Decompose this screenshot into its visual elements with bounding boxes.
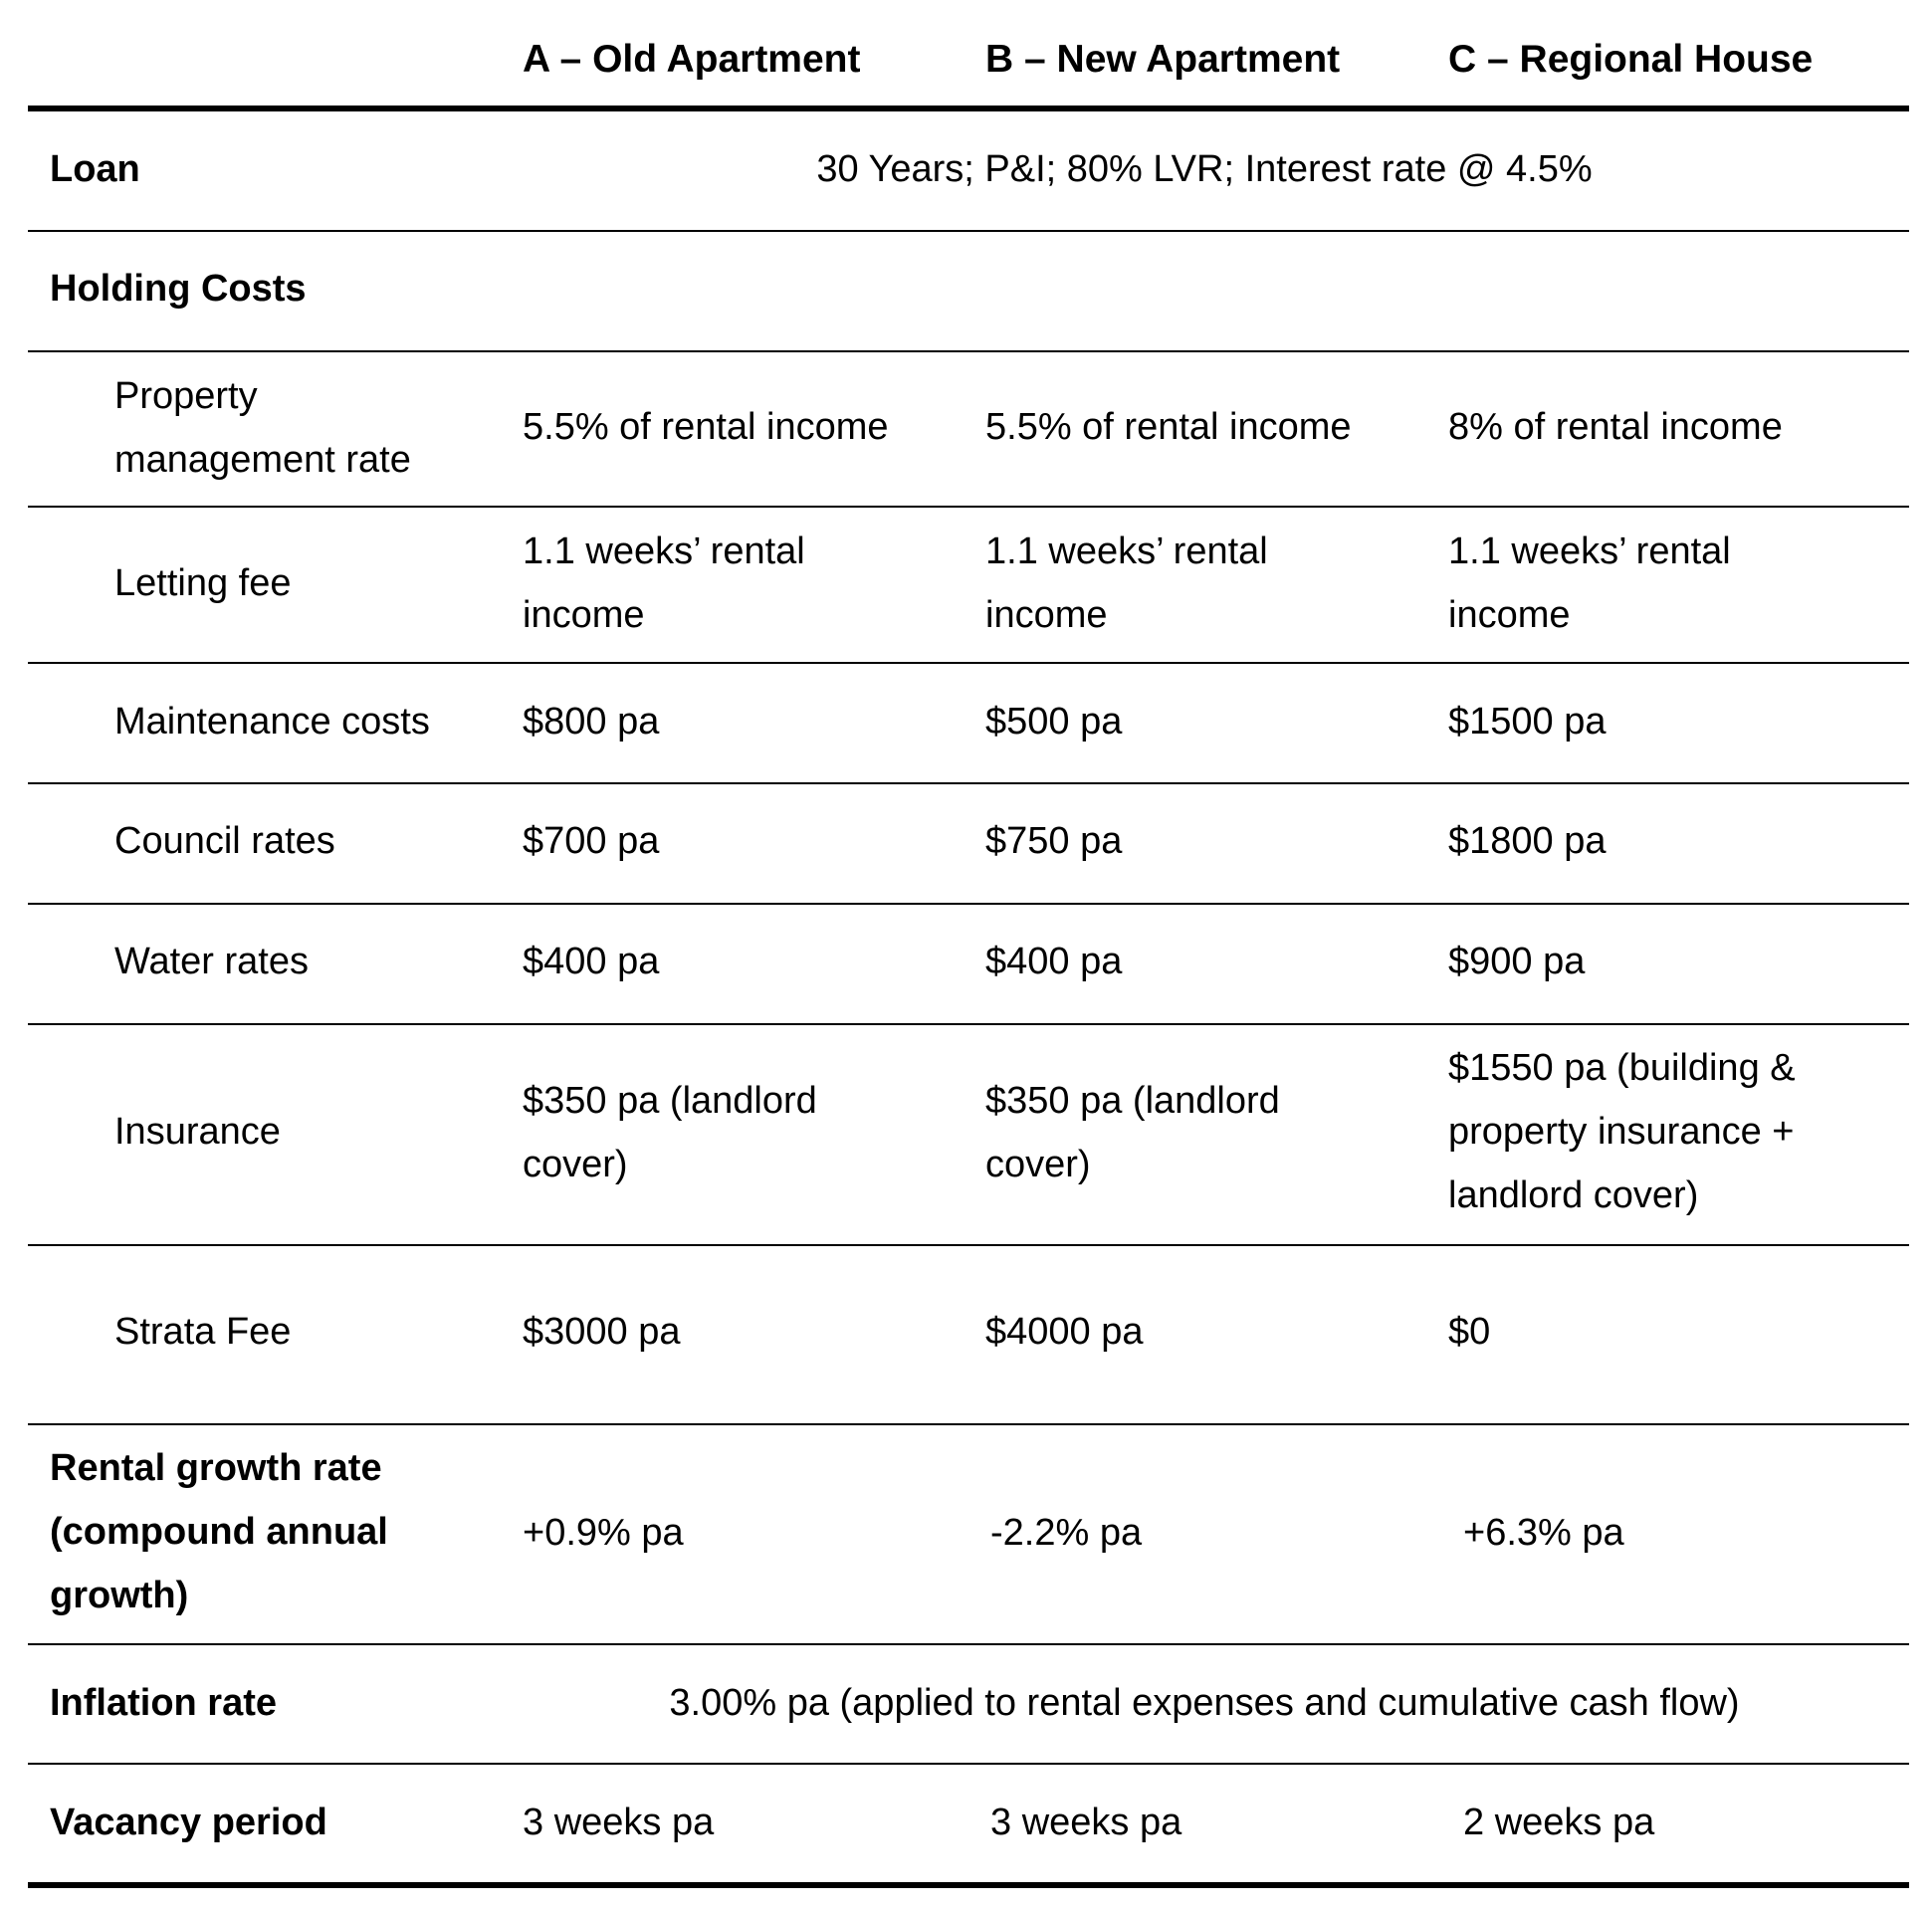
property-management-c: 8% of rental income xyxy=(1448,406,1783,448)
property-management-label: Property management rate xyxy=(114,375,411,481)
column-header-b: B – New Apartment xyxy=(985,38,1341,81)
water-rates-a: $400 pa xyxy=(523,941,660,982)
vacancy-b: 3 weeks pa xyxy=(990,1802,1182,1843)
holding-costs-label: Holding Costs xyxy=(50,268,307,310)
row-divider xyxy=(28,506,1909,508)
vacancy-c: 2 weeks pa xyxy=(1463,1802,1655,1843)
maintenance-b: $500 pa xyxy=(985,701,1123,743)
maintenance-a: $800 pa xyxy=(523,701,660,743)
rental-growth-a: +0.9% pa xyxy=(523,1512,684,1554)
row-divider xyxy=(28,1763,1909,1765)
row-divider xyxy=(28,782,1909,784)
column-header-c: C – Regional House xyxy=(1448,38,1814,81)
water-rates-label: Water rates xyxy=(114,941,309,982)
strata-fee-c: $0 xyxy=(1448,1311,1491,1353)
strata-fee-a: $3000 pa xyxy=(523,1311,681,1353)
rental-growth-c: +6.3% pa xyxy=(1463,1512,1624,1554)
maintenance-label: Maintenance costs xyxy=(114,701,430,743)
property-management-b: 5.5% of rental income xyxy=(985,406,1352,448)
loan-value: 30 Years; P&I; 80% LVR; Interest rate @ 4.5% xyxy=(816,148,1593,190)
water-rates-c: $900 pa xyxy=(1448,941,1586,982)
row-divider xyxy=(28,662,1909,664)
row-divider xyxy=(28,1423,1909,1425)
council-rates-label: Council rates xyxy=(114,820,335,862)
council-rates-b: $750 pa xyxy=(985,820,1123,862)
strata-fee-b: $4000 pa xyxy=(985,1311,1144,1353)
insurance-label: Insurance xyxy=(114,1111,281,1153)
strata-fee-label: Strata Fee xyxy=(114,1311,292,1353)
inflation-label: Inflation rate xyxy=(50,1682,278,1724)
insurance-a: $350 pa (landlord cover) xyxy=(523,1080,817,1185)
water-rates-b: $400 pa xyxy=(985,941,1123,982)
row-divider xyxy=(28,1023,1909,1025)
row-divider xyxy=(28,903,1909,905)
insurance-c: $1550 pa (building & property insurance + landlord cover) xyxy=(1448,1047,1796,1216)
vacancy-a: 3 weeks pa xyxy=(523,1802,715,1843)
table-bottom-rule xyxy=(28,1882,1909,1888)
row-divider xyxy=(28,1244,1909,1246)
header-rule xyxy=(28,106,1909,111)
council-rates-c: $1800 pa xyxy=(1448,820,1607,862)
letting-fee-label: Letting fee xyxy=(114,562,292,604)
loan-label: Loan xyxy=(50,148,140,190)
insurance-b: $350 pa (landlord cover) xyxy=(985,1080,1280,1185)
vacancy-label: Vacancy period xyxy=(50,1802,327,1843)
letting-fee-c: 1.1 weeks’ rental income xyxy=(1448,531,1731,636)
council-rates-a: $700 pa xyxy=(523,820,660,862)
row-divider xyxy=(28,350,1909,352)
property-management-a: 5.5% of rental income xyxy=(523,406,889,448)
inflation-value: 3.00% pa (applied to rental expenses and cumulative cash flow) xyxy=(669,1682,1740,1724)
row-divider xyxy=(28,1643,1909,1645)
row-divider xyxy=(28,230,1909,232)
letting-fee-b: 1.1 weeks’ rental income xyxy=(985,531,1268,636)
maintenance-c: $1500 pa xyxy=(1448,701,1607,743)
rental-growth-b: -2.2% pa xyxy=(990,1512,1143,1554)
letting-fee-a: 1.1 weeks’ rental income xyxy=(523,531,805,636)
column-header-a: A – Old Apartment xyxy=(523,38,861,81)
rental-growth-label: Rental growth rate (compound annual growth) xyxy=(50,1447,388,1616)
